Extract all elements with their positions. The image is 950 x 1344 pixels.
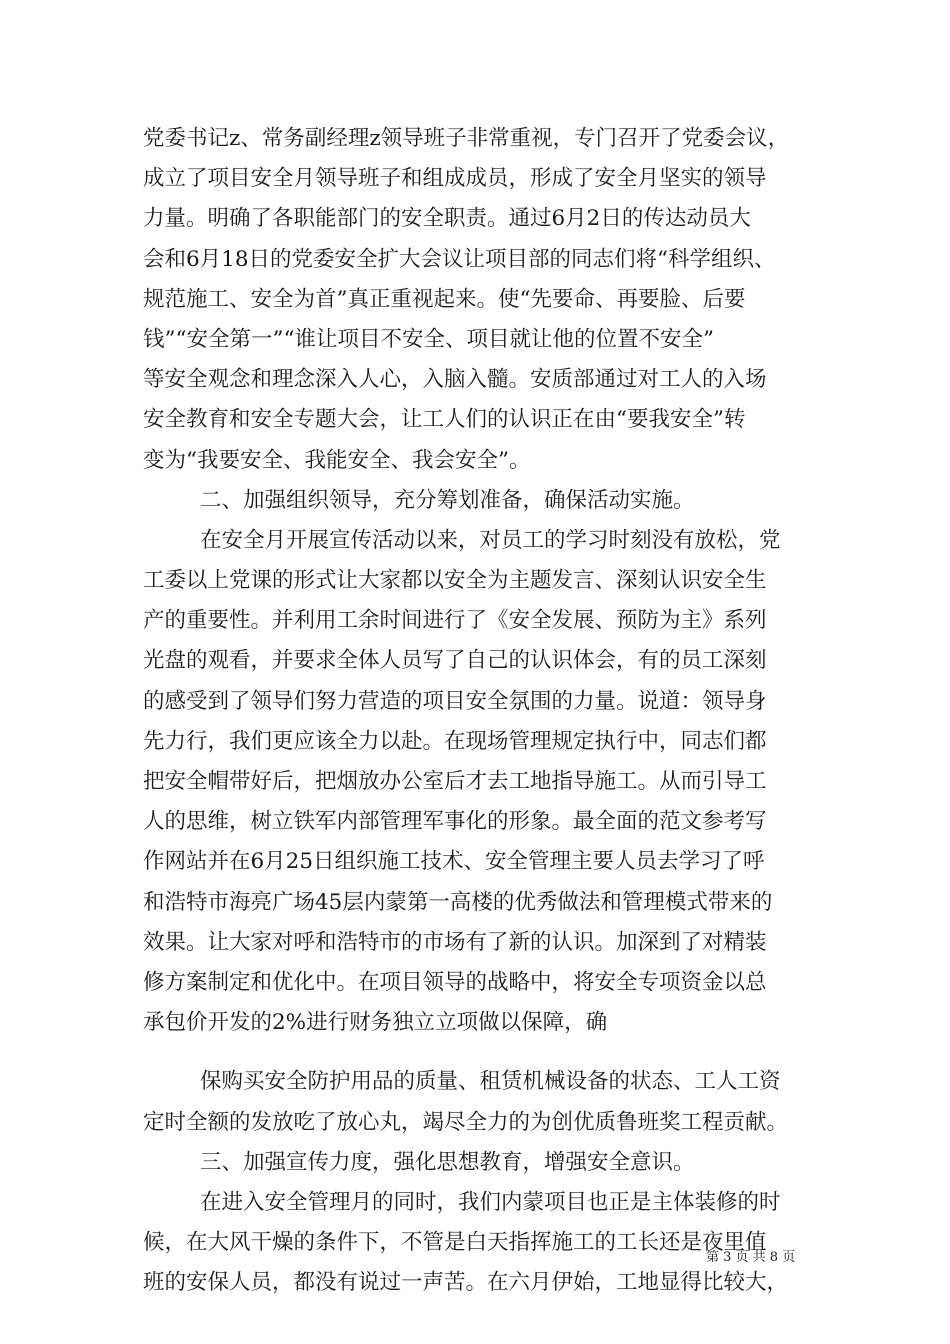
text-line: 的感受到了领导们努力营造的项目安全氛围的力量。说道：领导身 [143, 688, 767, 714]
text-line: 作网站并在6月25日组织施工技术、安全管理主要人员去学习了呼 [143, 849, 765, 875]
text-line: 定时全额的发放吃了放心丸，竭尽全力的为创优质鲁班奖工程贡献。 [143, 1109, 789, 1135]
section-heading: 二、加强组织领导，充分筹划准备，确保活动实施。 [200, 487, 695, 513]
text-line: 工委以上党课的形式让大家都以安全为主题发言、深刻认识安全生 [143, 568, 767, 594]
text-line: 先力行，我们更应该全力以赴。在现场管理规定执行中，同志们都 [143, 728, 767, 754]
text-line: 会和6月18日的党委安全扩大会议让项目部的同志们将“科学组织、 [143, 246, 776, 272]
text-line: 保购买安全防护用品的质量、租赁机械设备的状态、工人工资 [200, 1069, 781, 1095]
text-line: 力量。明确了各职能部门的安全职责。通过6月2日的传达动员大 [143, 206, 751, 232]
text-line: 效果。让大家对呼和浩特市的市场有了新的认识。加深到了对精装 [143, 929, 767, 955]
page-number: 第 3 页 共 8 页 [706, 1250, 796, 1265]
text-line: 候，在大风干燥的条件下，不管是白天指挥施工的工长还是夜里值 [143, 1230, 767, 1256]
text-line: 安全教育和安全专题大会，让工人们的认识正在由“要我安全”转 [143, 407, 746, 433]
text-line: 变为“我要安全、我能安全、我会安全”。 [143, 447, 531, 473]
text-line: 和浩特市海亮广场45层内蒙第一高楼的优秀做法和管理模式带来的 [143, 889, 773, 915]
section-heading: 三、加强宣传力度，强化思想教育，增强安全意识。 [200, 1149, 695, 1175]
text-line: 在安全月开展宣传活动以来，对员工的学习时刻没有放松，党 [200, 527, 781, 553]
text-line: 党委书记z、常务副经理z领导班子非常重视，专门召开了党委会议， [143, 126, 790, 151]
text-line: 规范施工、安全为首”真正重视起来。使“先要命、再要脸、后要 [143, 286, 746, 312]
text-line: 成立了项目安全月领导班子和组成成员，形成了安全月坚实的领导 [143, 166, 767, 192]
text-line: 产的重要性。并利用工余时间进行了《安全发展、预防为主》系列 [143, 608, 767, 634]
text-line: 等安全观念和理念深入人心，入脑入髓。安质部通过对工人的入场 [143, 367, 767, 393]
text-line: 人的思维，树立铁军内部管理军事化的形象。最全面的范文参考写 [143, 809, 767, 835]
document-body [143, 119, 815, 1303]
text-line: 钱”“安全第一”“谁让项目不安全、项目就让他的位置不安全” [143, 326, 714, 352]
text-line: 光盘的观看，并要求全体人员写了自己的认识体会，有的员工深刻 [143, 648, 767, 674]
text-line: 把安全帽带好后，把烟放办公室后才去工地指导施工。从而引导工 [143, 769, 767, 794]
text-line: 在进入安全管理月的同时，我们内蒙项目也正是主体装修的时 [200, 1189, 781, 1215]
text-line: 修方案制定和优化中。在项目领导的战略中，将安全专项资金以总 [143, 969, 767, 995]
text-line: 班的安保人员，都没有说过一声苦。在六月伊始，工地显得比较大， [143, 1270, 789, 1296]
text-line: 承包价开发的2%进行财务独立立项做以保障，确 [143, 1010, 608, 1036]
